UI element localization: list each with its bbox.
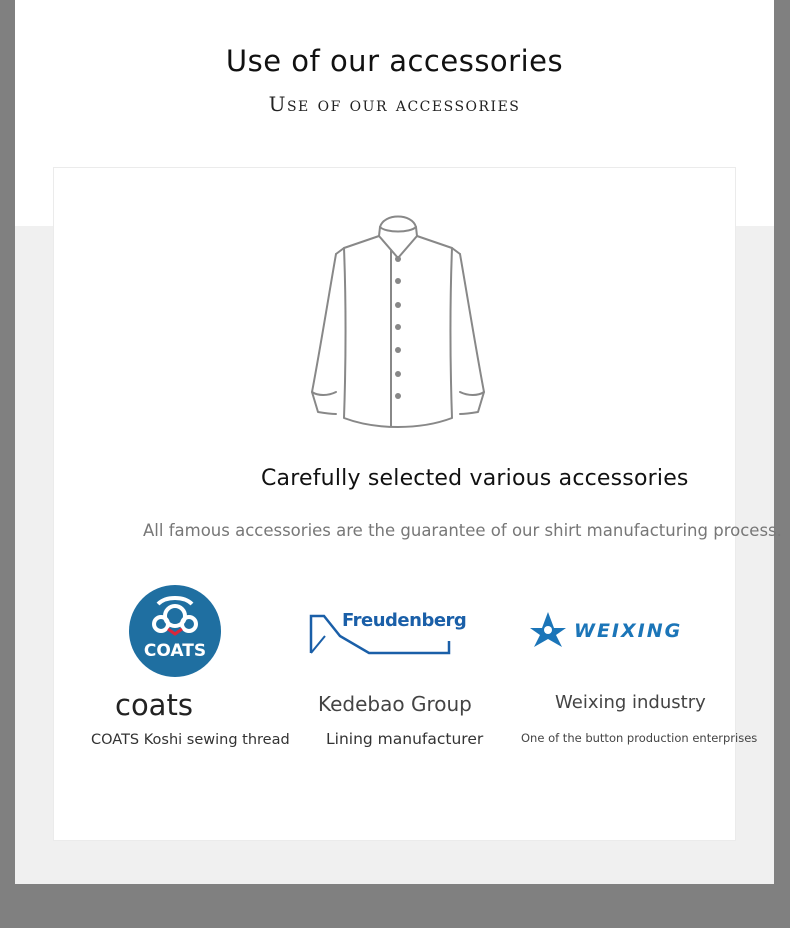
weixing-logo-text: WEIXING xyxy=(574,620,683,642)
brand-name-weixing: Weixing industry xyxy=(555,692,706,713)
section-title: Use of our accessories xyxy=(225,44,564,78)
coats-logo-text: COATS xyxy=(143,641,207,661)
coats-logo xyxy=(128,586,222,676)
section-subtitle: Use of our accessories xyxy=(268,92,521,116)
shirt-icon xyxy=(306,210,490,432)
freudenberg-logo-text: Freudenberg xyxy=(342,610,467,631)
freudenberg-logo xyxy=(309,606,467,656)
brand-description-coats: COATS Koshi sewing thread xyxy=(91,732,290,748)
brand-description-weixing: One of the button production enterprises xyxy=(521,731,758,745)
brand-name-coats: coats xyxy=(115,688,193,722)
brand-description-kedebao: Lining manufacturer xyxy=(326,730,484,748)
brand-name-kedebao: Kedebao Group xyxy=(318,692,472,716)
weixing-logo xyxy=(528,609,684,649)
feature-description: All famous accessories are the guarantee of our shirt manufacturing process. xyxy=(143,521,782,540)
feature-heading: Carefully selected various accessories xyxy=(261,466,689,491)
